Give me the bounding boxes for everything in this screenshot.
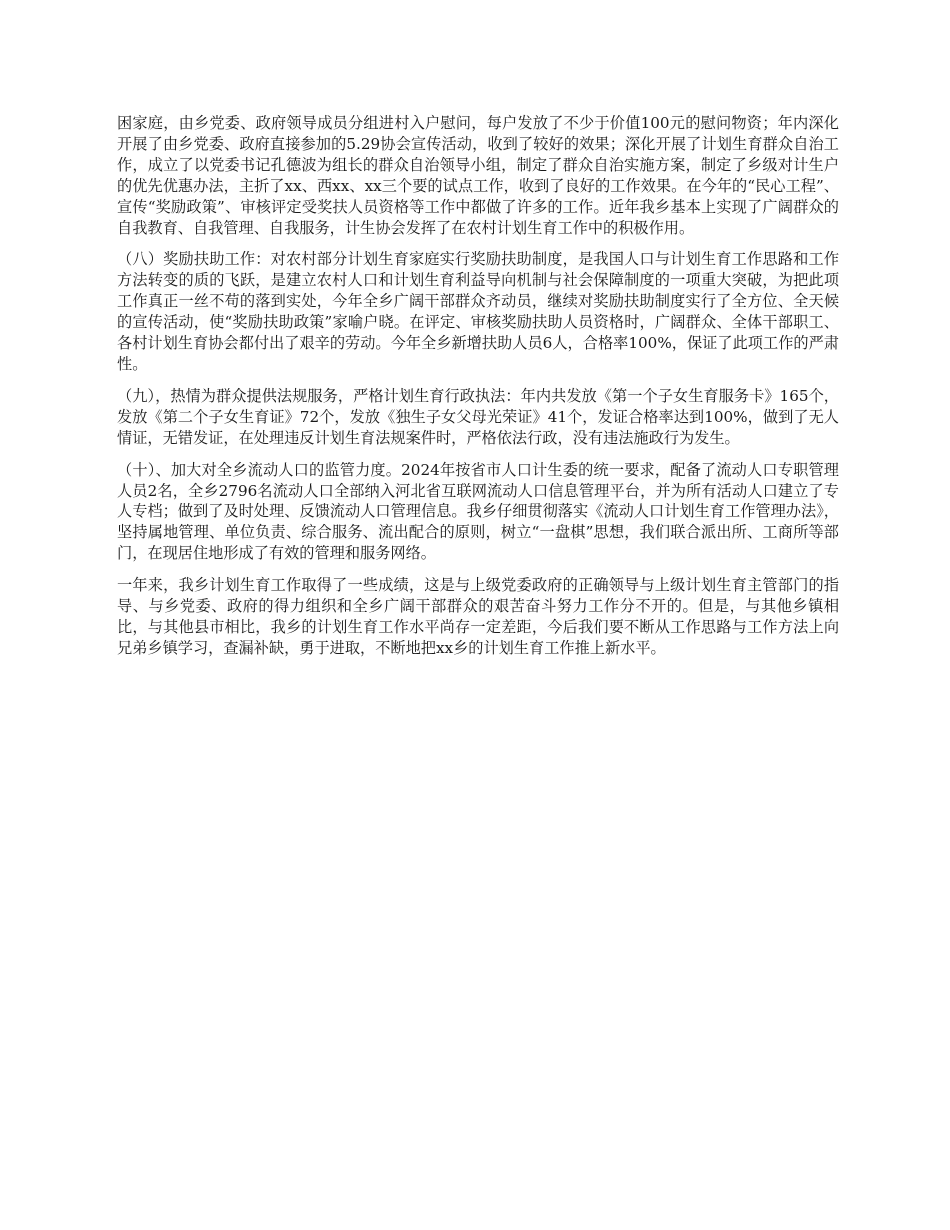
paragraph-floating-population: （十）、加大对全乡流动人口的监管力度。2024年按省市人口计生委的统一要求，配备了流动人口专职管理人员2名，全乡2796名流动人口全部纳入河北省互联网流动人口信息管理平台，并为所有活动人口建立了专人专档；做到了及时处理、反馈流动人口管理信息。我乡仔细贯彻落实《流动人口计划生育工作管理办法》，坚持属地管理、单位负责、综合服务、流出配合的原则，树立“一盘棋”思想，我们联合派出所、工商所等部门，在现居住地形成了有效的管理和服务网络。 (117, 460, 839, 563)
paragraph-family-visits: 困家庭，由乡党委、政府领导成员分组进村入户慰问，每户发放了不少于价值100元的慰问物资；年内深化开展了由乡党委、政府直接参加的5.29协会宣传活动，收到了较好的效果；深化开展了计划生育群众自治工作，成立了以党委书记孔德波为组长的群众自治领导小组，制定了群众自治实施方案，制定了乡级对计生户的优先优惠办法，主折了xx、西xx、xx三个要的试点工作，收到了良好的工作效果。在今年的“民心工程”、宣传“奖励政策”、审核评定受奖扶人员资格等工作中都做了许多的工作。近年我乡基本上实现了广阔群众的自我教育、自我管理、自我服务，计生协会发挥了在农村计划生育工作中的积极作用。 (117, 114, 839, 237)
paragraph-summary: 一年来，我乡计划生育工作取得了一些成绩，这是与上级党委政府的正确领导与上级计划生育主管部门的指导、与乡党委、政府的得力组织和全乡广阔干部群众的艰苦奋斗努力工作分不开的。但是，与其他乡镇相比，与其他县市相比，我乡的计划生育工作水平尚存一定差距，今后我们要不断从工作思路与工作方法上向兄弟乡镇学习，查漏补缺，勇于进取，不断地把xx乡的计划生育工作推上新水平。 (117, 576, 839, 657)
paragraph-reward-support: （八）奖励扶助工作：对农村部分计划生育家庭实行奖励扶助制度，是我国人口与计划生育工作思路和工作方法转变的质的飞跃，是建立农村人口和计划生育利益导向机制与社会保障制度的一项重大突破，为把此项工作真正一丝不苟的落到实处，今年全乡广阔干部群众齐动员，继续对奖励扶助制度实行了全方位、全天候的宣传活动，使“奖励扶助政策”家喻户晓。在评定、审核奖励扶助人员资格时，广阔群众、全体干部职工、各村计划生育协会都付出了艰辛的劳动。今年全乡新增扶助人员6人，合格率100%，保证了此项工作的严肃性。 (117, 250, 839, 373)
document-page (117, 113, 839, 670)
paragraph-legal-services: （九），热情为群众提供法规服务，严格计划生育行政执法：年内共发放《第一个子女生育服务卡》165个，发放《第二个子女生育证》72个，发放《独生子女父母光荣证》41个，发证合格率达到100%，做到了无人情证，无错发证，在处理违反计划生育法规案件时，严格依法行政，没有违法施政行为发生。 (117, 386, 839, 447)
